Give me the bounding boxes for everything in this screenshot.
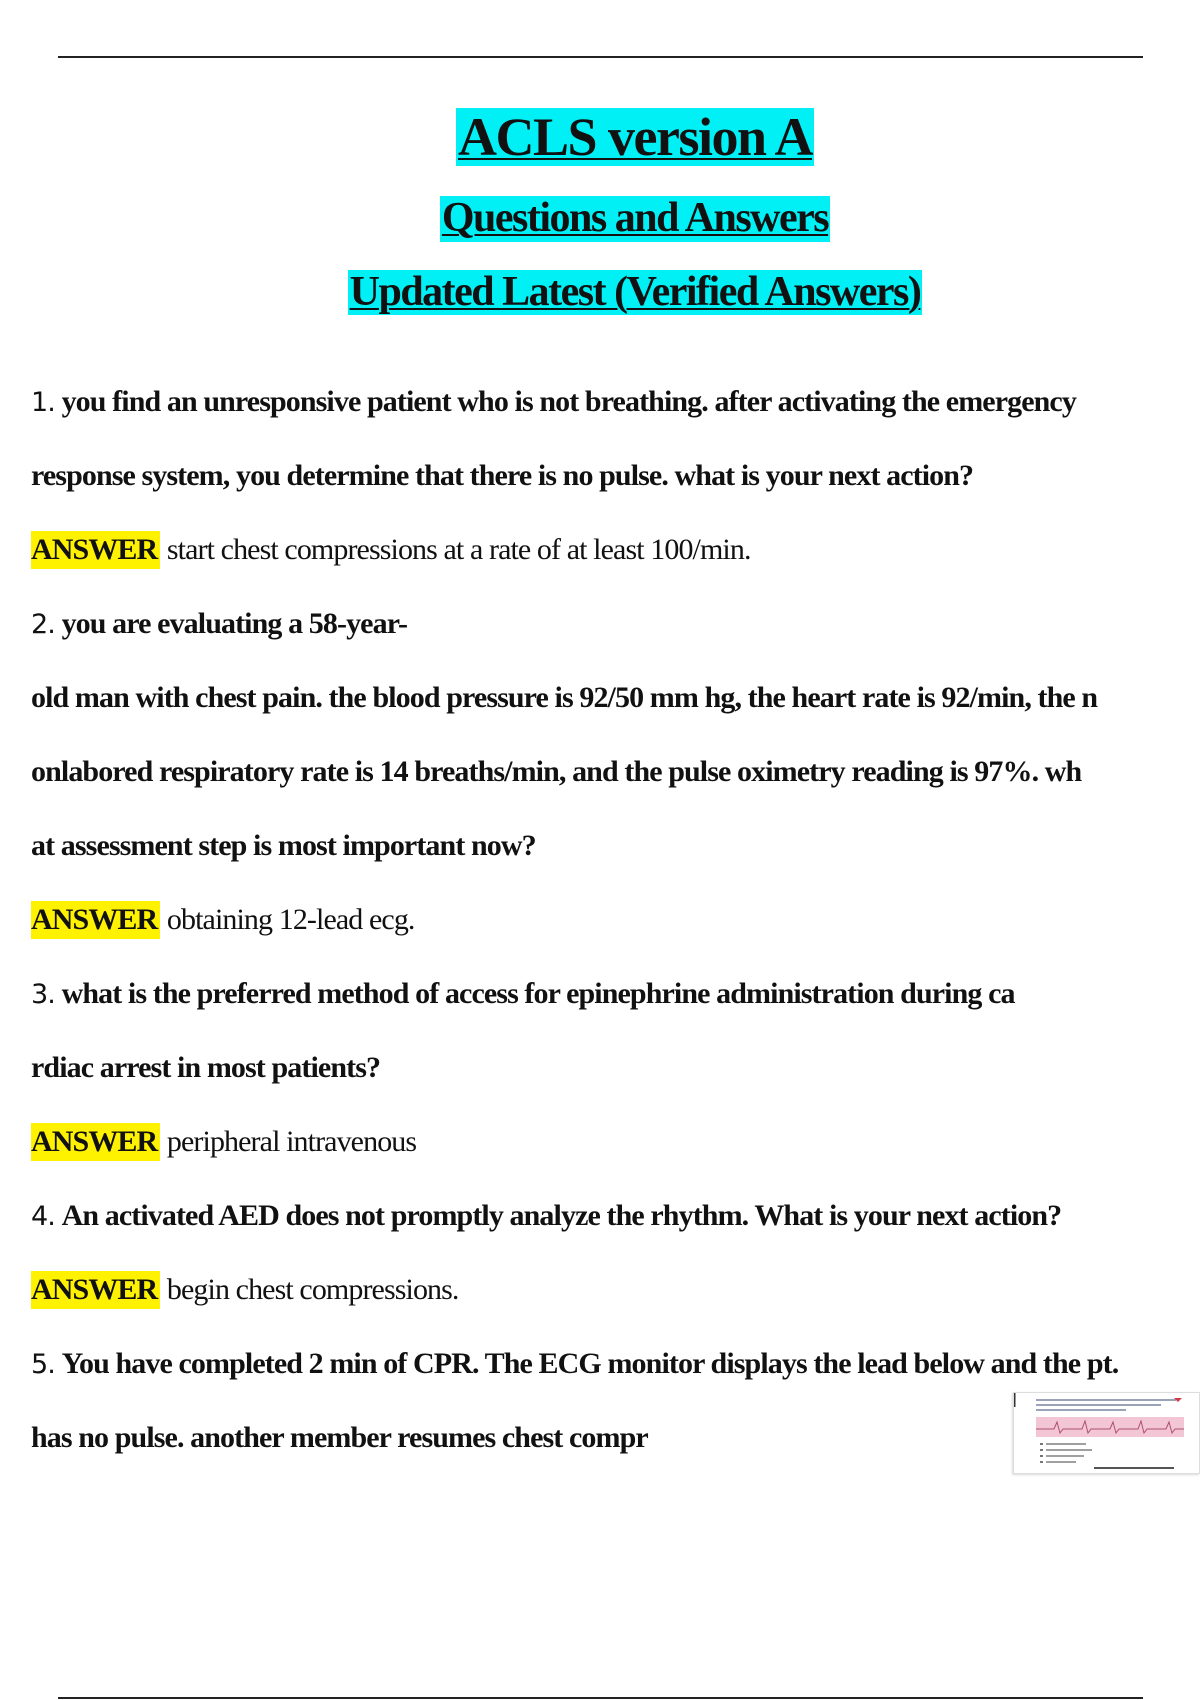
question-3-number: 3. [31, 979, 55, 1010]
ecg-strip-thumbnail-icon [1013, 1392, 1200, 1474]
question-1-line-2: response system, you determine that there is no pulse. what is your next action? [31, 459, 974, 492]
question-4-number: 4. [31, 1201, 55, 1232]
document-tagline: Updated Latest (Verified Answers) [349, 268, 921, 315]
question-2-line-3: onlabored respiratory rate is 14 breaths/min, and the pulse oximetry reading is 97%. wh [31, 755, 1082, 788]
question-4-line-1 [31, 1196, 1061, 1237]
question-1-text: you find an unresponsive patient who is not breathing. after activating the emergency [61, 385, 1076, 418]
title-block [0, 108, 1200, 315]
document-title: ACLS version A [457, 107, 813, 167]
answer-2-text: obtaining 12-lead ecg. [166, 903, 415, 936]
question-5-line-2: has no pulse. another member resumes chest compr [31, 1421, 648, 1454]
question-2-line-4: at assessment step is most important now? [31, 829, 536, 862]
question-5-text: You have completed 2 min of CPR. The ECG monitor displays the lead below and the pt. [61, 1347, 1119, 1380]
answer-4-label: ANSWER [31, 1271, 160, 1309]
answer-3 [31, 1122, 416, 1162]
answer-1-text: start chest compressions at a rate of at least 100/min. [166, 533, 751, 566]
answer-1-label: ANSWER [31, 531, 160, 569]
question-5-number: 5. [31, 1349, 55, 1380]
document-subtitle: Questions and Answers [441, 195, 829, 242]
question-2-line-2: old man with chest pain. the blood pressure is 92/50 mm hg, the heart rate is 92/min, the n [31, 681, 1098, 714]
question-3-text: what is the preferred method of access for epinephrine administration during ca [61, 977, 1015, 1010]
answer-2 [31, 900, 415, 940]
question-2-line-1 [31, 604, 407, 645]
question-1-line-1 [31, 382, 1076, 423]
question-2-number: 2. [31, 609, 55, 640]
top-rule [58, 56, 1143, 58]
answer-1 [31, 530, 751, 570]
answer-3-label: ANSWER [31, 1123, 160, 1161]
question-3-line-2: rdiac arrest in most patients? [31, 1051, 381, 1084]
bottom-rule [58, 1697, 1143, 1699]
answer-4 [31, 1270, 459, 1310]
answer-2-label: ANSWER [31, 901, 160, 939]
question-2-text: you are evaluating a 58-year- [61, 607, 408, 640]
question-1-number: 1. [31, 387, 55, 418]
question-5-line-1 [31, 1344, 1118, 1385]
answer-3-text: peripheral intravenous [166, 1125, 417, 1158]
answer-4-text: begin chest compressions. [166, 1273, 459, 1306]
question-4-text: An activated AED does not promptly analyze the rhythm. What is your next action? [61, 1199, 1062, 1232]
question-3-line-1 [31, 974, 1015, 1015]
